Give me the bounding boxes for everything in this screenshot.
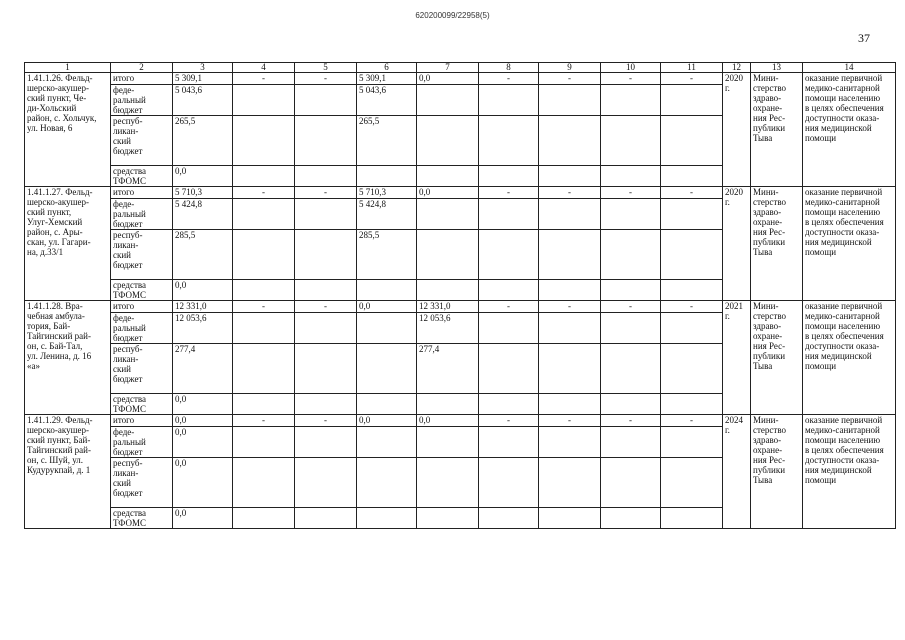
column-number: 14 <box>803 63 896 73</box>
amount-cell <box>661 313 723 344</box>
amount-cell <box>295 85 357 116</box>
amount-cell <box>661 344 723 394</box>
amount-cell <box>539 458 601 508</box>
dash-cell: - <box>295 73 357 85</box>
amount-cell <box>661 427 723 458</box>
empty-cell <box>417 166 479 187</box>
amount-cell <box>357 427 417 458</box>
object-name: 1.41.1.27. Фельд- шерско-акушер- ский пункт, Улуг-Хемский район, с. Ары- скан, ул. Гагари- на, д.33/1 <box>25 187 111 301</box>
empty-cell <box>357 508 417 529</box>
amount-cell <box>295 458 357 508</box>
amount-cell: 0,0 <box>173 415 233 427</box>
empty-cell <box>661 508 723 529</box>
funding-source-total: итого <box>111 415 173 427</box>
object-name: 1.41.1.29. Фельд- шерско-акушер- ский пункт, Бай- Тайгинский рай- он, с. Шуй, ул. Кудурукпай, д. 1 <box>25 415 111 529</box>
funding-source-republican: респуб- ликан- ский бюджет <box>111 344 173 394</box>
dash-cell: - <box>539 415 601 427</box>
amount-cell: 5 309,1 <box>173 73 233 85</box>
funding-source-total: итого <box>111 73 173 85</box>
empty-cell <box>601 508 661 529</box>
amount-cell: 12 331,0 <box>417 301 479 313</box>
amount-cell <box>295 230 357 280</box>
purpose-cell: оказание первичной медико-санитарной помощи населению в целях обеспечения доступности оказа- ния медицинской помощи <box>803 415 896 529</box>
empty-cell <box>601 280 661 301</box>
table-row <box>25 415 896 427</box>
empty-cell <box>661 394 723 415</box>
empty-cell <box>295 394 357 415</box>
empty-cell <box>357 394 417 415</box>
amount-cell <box>539 344 601 394</box>
amount-cell <box>295 116 357 166</box>
amount-cell: 285,5 <box>357 230 417 280</box>
amount-cell <box>539 85 601 116</box>
amount-cell <box>233 427 295 458</box>
amount-cell <box>417 85 479 116</box>
dash-cell: - <box>479 415 539 427</box>
amount-cell <box>661 458 723 508</box>
dash-cell: - <box>479 73 539 85</box>
column-number: 2 <box>111 63 173 73</box>
dash-cell: - <box>295 301 357 313</box>
amount-cell <box>601 313 661 344</box>
responsible-ministry: Мини- стерство здраво- охране- ния Рес- публики Тыва <box>751 301 803 415</box>
dash-cell: - <box>539 301 601 313</box>
year-cell: 2024 г. <box>723 415 751 529</box>
column-number: 6 <box>357 63 417 73</box>
amount-cell <box>295 427 357 458</box>
amount-cell: 5 710,3 <box>173 187 233 199</box>
amount-cell: 5 710,3 <box>357 187 417 199</box>
amount-cell: 0,0 <box>357 415 417 427</box>
amount-cell <box>233 344 295 394</box>
amount-cell: 277,4 <box>417 344 479 394</box>
amount-cell <box>479 199 539 230</box>
document-id: 620200099/22958(5) <box>415 11 490 20</box>
amount-cell <box>479 458 539 508</box>
year-cell: 2021 г. <box>723 301 751 415</box>
amount-cell: 0,0 <box>357 301 417 313</box>
empty-cell <box>233 394 295 415</box>
amount-cell <box>661 199 723 230</box>
empty-cell <box>479 280 539 301</box>
table-row <box>25 301 896 313</box>
amount-cell <box>661 116 723 166</box>
empty-cell <box>601 394 661 415</box>
dash-cell: - <box>661 73 723 85</box>
amount-cell <box>601 199 661 230</box>
object-name: 1.41.1.26. Фельд- шерско-акушер- ский пункт, Че- ди-Хольский район, с. Хольчук, ул. Новая, 6 <box>25 73 111 187</box>
funding-source-tfoms: средства ТФОМС <box>111 508 173 529</box>
amount-cell <box>357 458 417 508</box>
amount-cell: 0,0 <box>173 280 233 301</box>
purpose-cell: оказание первичной медико-санитарной помощи населению в целях обеспечения доступности оказа- ния медицинской помощи <box>803 187 896 301</box>
responsible-ministry: Мини- стерство здраво- охране- ния Рес- публики Тыва <box>751 187 803 301</box>
empty-cell <box>539 280 601 301</box>
empty-cell <box>479 166 539 187</box>
empty-cell <box>357 166 417 187</box>
amount-cell <box>417 199 479 230</box>
amount-cell <box>295 313 357 344</box>
funding-source-total: итого <box>111 301 173 313</box>
dash-cell: - <box>661 415 723 427</box>
amount-cell <box>661 230 723 280</box>
amount-cell <box>233 313 295 344</box>
amount-cell: 0,0 <box>173 508 233 529</box>
empty-cell <box>661 166 723 187</box>
dash-cell: - <box>661 301 723 313</box>
amount-cell: 0,0 <box>173 427 233 458</box>
amount-cell <box>601 85 661 116</box>
column-number: 7 <box>417 63 479 73</box>
amount-cell: 5 424,8 <box>173 199 233 230</box>
amount-cell: 5 309,1 <box>357 73 417 85</box>
amount-cell: 277,4 <box>173 344 233 394</box>
funding-source-tfoms: средства ТФОМС <box>111 280 173 301</box>
column-number: 13 <box>751 63 803 73</box>
funding-source-federal: феде- ральный бюджет <box>111 313 173 344</box>
dash-cell: - <box>233 415 295 427</box>
amount-cell <box>601 458 661 508</box>
purpose-cell: оказание первичной медико-санитарной помощи населению в целях обеспечения доступности оказа- ния медицинской помощи <box>803 301 896 415</box>
amount-cell <box>601 344 661 394</box>
dash-cell: - <box>539 73 601 85</box>
amount-cell <box>539 199 601 230</box>
amount-cell <box>601 427 661 458</box>
dash-cell: - <box>601 187 661 199</box>
amount-cell <box>479 344 539 394</box>
amount-cell: 0,0 <box>173 394 233 415</box>
amount-cell: 5 043,6 <box>357 85 417 116</box>
year-cell: 2020 г. <box>723 73 751 187</box>
amount-cell: 265,5 <box>357 116 417 166</box>
amount-cell <box>661 85 723 116</box>
amount-cell: 285,5 <box>173 230 233 280</box>
page-number: 37 <box>858 31 870 45</box>
year-cell: 2020 г. <box>723 187 751 301</box>
empty-cell <box>539 394 601 415</box>
funding-source-federal: феде- ральный бюджет <box>111 199 173 230</box>
funding-source-republican: респуб- ликан- ский бюджет <box>111 458 173 508</box>
amount-cell <box>417 427 479 458</box>
funding-source-republican: респуб- ликан- ский бюджет <box>111 116 173 166</box>
amount-cell <box>479 85 539 116</box>
amount-cell <box>479 116 539 166</box>
amount-cell <box>295 199 357 230</box>
amount-cell: 0,0 <box>417 73 479 85</box>
funding-source-tfoms: средства ТФОМС <box>111 394 173 415</box>
column-number: 12 <box>723 63 751 73</box>
amount-cell: 0,0 <box>173 166 233 187</box>
empty-cell <box>479 394 539 415</box>
dash-cell: - <box>601 73 661 85</box>
amount-cell <box>601 116 661 166</box>
funding-source-federal: феде- ральный бюджет <box>111 85 173 116</box>
dash-cell: - <box>233 301 295 313</box>
funding-source-republican: респуб- ликан- ский бюджет <box>111 230 173 280</box>
empty-cell <box>539 166 601 187</box>
empty-cell <box>233 280 295 301</box>
empty-cell <box>233 166 295 187</box>
empty-cell <box>539 508 601 529</box>
funding-source-tfoms: средства ТФОМС <box>111 166 173 187</box>
amount-cell <box>233 458 295 508</box>
dash-cell: - <box>479 301 539 313</box>
purpose-cell: оказание первичной медико-санитарной помощи населению в целях обеспечения доступности оказа- ния медицинской помощи <box>803 73 896 187</box>
empty-cell <box>417 508 479 529</box>
table-row <box>25 187 896 199</box>
amount-cell: 12 053,6 <box>417 313 479 344</box>
empty-cell <box>417 280 479 301</box>
amount-cell: 5 043,6 <box>173 85 233 116</box>
amount-cell: 0,0 <box>417 415 479 427</box>
amount-cell <box>233 199 295 230</box>
amount-cell <box>417 458 479 508</box>
amount-cell <box>539 230 601 280</box>
dash-cell: - <box>601 301 661 313</box>
amount-cell <box>233 85 295 116</box>
amount-cell <box>295 344 357 394</box>
table-row <box>25 73 896 85</box>
empty-cell <box>295 166 357 187</box>
dash-cell: - <box>601 415 661 427</box>
amount-cell <box>601 230 661 280</box>
program-table <box>24 62 896 529</box>
empty-cell <box>357 280 417 301</box>
column-number: 4 <box>233 63 295 73</box>
dash-cell: - <box>479 187 539 199</box>
amount-cell <box>233 116 295 166</box>
amount-cell <box>539 313 601 344</box>
amount-cell <box>479 427 539 458</box>
empty-cell <box>417 394 479 415</box>
dash-cell: - <box>233 187 295 199</box>
dash-cell: - <box>295 415 357 427</box>
empty-cell <box>601 166 661 187</box>
empty-cell <box>661 280 723 301</box>
column-number: 8 <box>479 63 539 73</box>
amount-cell: 0,0 <box>417 187 479 199</box>
column-number: 5 <box>295 63 357 73</box>
column-number: 3 <box>173 63 233 73</box>
dash-cell: - <box>233 73 295 85</box>
column-number-row <box>25 63 896 73</box>
amount-cell <box>479 313 539 344</box>
amount-cell <box>479 230 539 280</box>
object-name: 1.41.1.28. Вра- чебная амбула- тория, Бай- Тайгинский рай- он, с. Бай-Тал, ул. Ленина, д. 16 «а» <box>25 301 111 415</box>
responsible-ministry: Мини- стерство здраво- охране- ния Рес- публики Тыва <box>751 415 803 529</box>
amount-cell <box>357 313 417 344</box>
dash-cell: - <box>661 187 723 199</box>
amount-cell: 0,0 <box>173 458 233 508</box>
amount-cell <box>357 344 417 394</box>
funding-source-federal: феде- ральный бюджет <box>111 427 173 458</box>
funding-source-total: итого <box>111 187 173 199</box>
amount-cell <box>417 230 479 280</box>
amount-cell: 12 053,6 <box>173 313 233 344</box>
column-number: 10 <box>601 63 661 73</box>
responsible-ministry: Мини- стерство здраво- охране- ния Рес- публики Тыва <box>751 73 803 187</box>
amount-cell <box>539 427 601 458</box>
empty-cell <box>479 508 539 529</box>
empty-cell <box>233 508 295 529</box>
amount-cell: 5 424,8 <box>357 199 417 230</box>
dash-cell: - <box>295 187 357 199</box>
amount-cell <box>417 116 479 166</box>
dash-cell: - <box>539 187 601 199</box>
column-number: 11 <box>661 63 723 73</box>
empty-cell <box>295 280 357 301</box>
column-number: 1 <box>25 63 111 73</box>
amount-cell <box>539 116 601 166</box>
empty-cell <box>295 508 357 529</box>
amount-cell: 265,5 <box>173 116 233 166</box>
amount-cell: 12 331,0 <box>173 301 233 313</box>
column-number: 9 <box>539 63 601 73</box>
amount-cell <box>233 230 295 280</box>
